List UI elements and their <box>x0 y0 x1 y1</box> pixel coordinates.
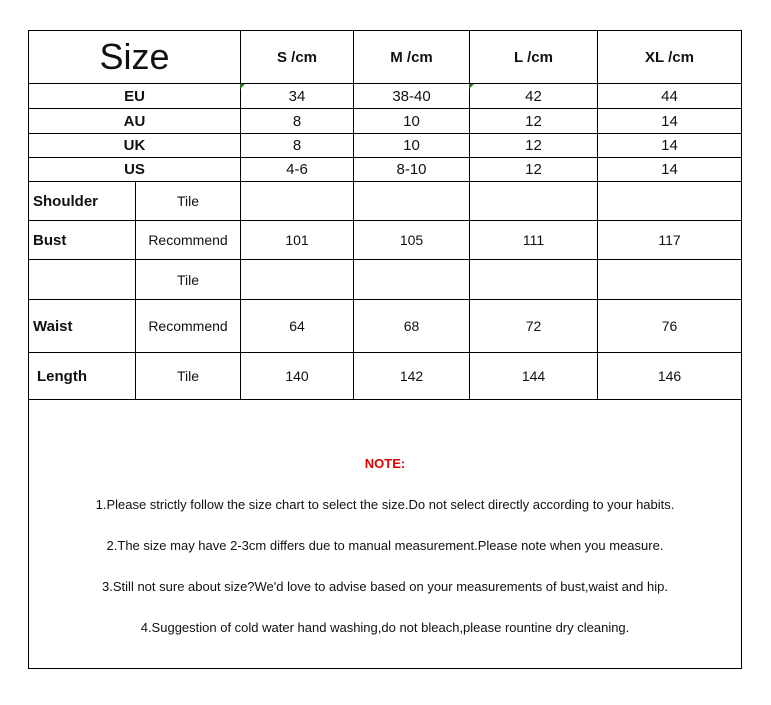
table-row-shoulder <box>29 182 742 221</box>
row-label: AU <box>29 109 241 134</box>
size-header-xl: XL /cm <box>598 31 742 84</box>
row-label: Waist <box>29 300 136 353</box>
cell: 10 <box>354 109 470 134</box>
measure-type: Recommend <box>136 221 241 260</box>
table-row-blank <box>29 260 742 300</box>
cell: 8 <box>241 109 354 134</box>
cell: 111 <box>470 221 598 260</box>
table-row-bust <box>29 221 742 260</box>
size-chart-table <box>28 30 742 669</box>
cell: 76 <box>598 300 742 353</box>
cell: 72 <box>470 300 598 353</box>
row-label: Length <box>29 353 136 400</box>
cell: 142 <box>354 353 470 400</box>
size-header-l: L /cm <box>470 31 598 84</box>
cell: 140 <box>241 353 354 400</box>
cell: 34 <box>241 84 354 109</box>
table-row-length <box>29 353 742 400</box>
cell: 12 <box>470 158 598 182</box>
cell: 38-40 <box>354 84 470 109</box>
cell <box>470 182 598 221</box>
cell: 14 <box>598 158 742 182</box>
cell: 64 <box>241 300 354 353</box>
row-label: US <box>29 158 241 182</box>
cell: 101 <box>241 221 354 260</box>
note-title: NOTE: <box>364 456 406 471</box>
cell: 144 <box>470 353 598 400</box>
cell-marker-icon <box>240 84 245 89</box>
cell <box>241 182 354 221</box>
cell: 4-6 <box>241 158 354 182</box>
table-row-us <box>29 158 742 182</box>
table-row-eu <box>29 84 742 109</box>
cell <box>470 260 598 300</box>
size-header-s: S /cm <box>241 31 354 84</box>
cell: 42 <box>470 84 598 109</box>
cell <box>241 260 354 300</box>
cell: 8-10 <box>354 158 470 182</box>
measure-type: Tile <box>136 260 241 300</box>
cell <box>598 260 742 300</box>
cell <box>598 182 742 221</box>
cell <box>354 182 470 221</box>
cell: 12 <box>470 109 598 134</box>
measure-type: Tile <box>136 182 241 221</box>
cell: 44 <box>598 84 742 109</box>
table-row-uk <box>29 134 742 158</box>
note-line: 1.Please strictly follow the size chart to select the size.Do not select directly according to your habits. <box>95 497 675 512</box>
row-label: Bust <box>29 221 136 260</box>
cell: 10 <box>354 134 470 158</box>
header-row <box>29 31 742 84</box>
note-line: 4.Suggestion of cold water hand washing,do not bleach,please rountine dry cleaning. <box>140 620 630 635</box>
row-label: UK <box>29 134 241 158</box>
notes-row <box>29 400 742 669</box>
table-row-au <box>29 109 742 134</box>
cell: 14 <box>598 109 742 134</box>
measure-type: Tile <box>136 353 241 400</box>
size-title: Size <box>29 31 241 84</box>
row-label: EU <box>29 84 241 109</box>
cell: 8 <box>241 134 354 158</box>
cell: 68 <box>354 300 470 353</box>
note-line: 3.Still not sure about size?We'd love to advise based on your measurements of bust,waist and hip. <box>102 579 668 594</box>
measure-type: Recommend <box>136 300 241 353</box>
row-label: Shoulder <box>29 182 136 221</box>
cell: 146 <box>598 353 742 400</box>
cell: 14 <box>598 134 742 158</box>
table-row-waist <box>29 300 742 353</box>
cell: 12 <box>470 134 598 158</box>
notes-section <box>29 400 742 669</box>
cell <box>354 260 470 300</box>
cell-marker-icon <box>469 84 474 89</box>
cell: 117 <box>598 221 742 260</box>
note-line: 2.The size may have 2-3cm differs due to manual measurement.Please note when you measure. <box>106 538 664 553</box>
size-header-m: M /cm <box>354 31 470 84</box>
row-label <box>29 260 136 300</box>
cell: 105 <box>354 221 470 260</box>
